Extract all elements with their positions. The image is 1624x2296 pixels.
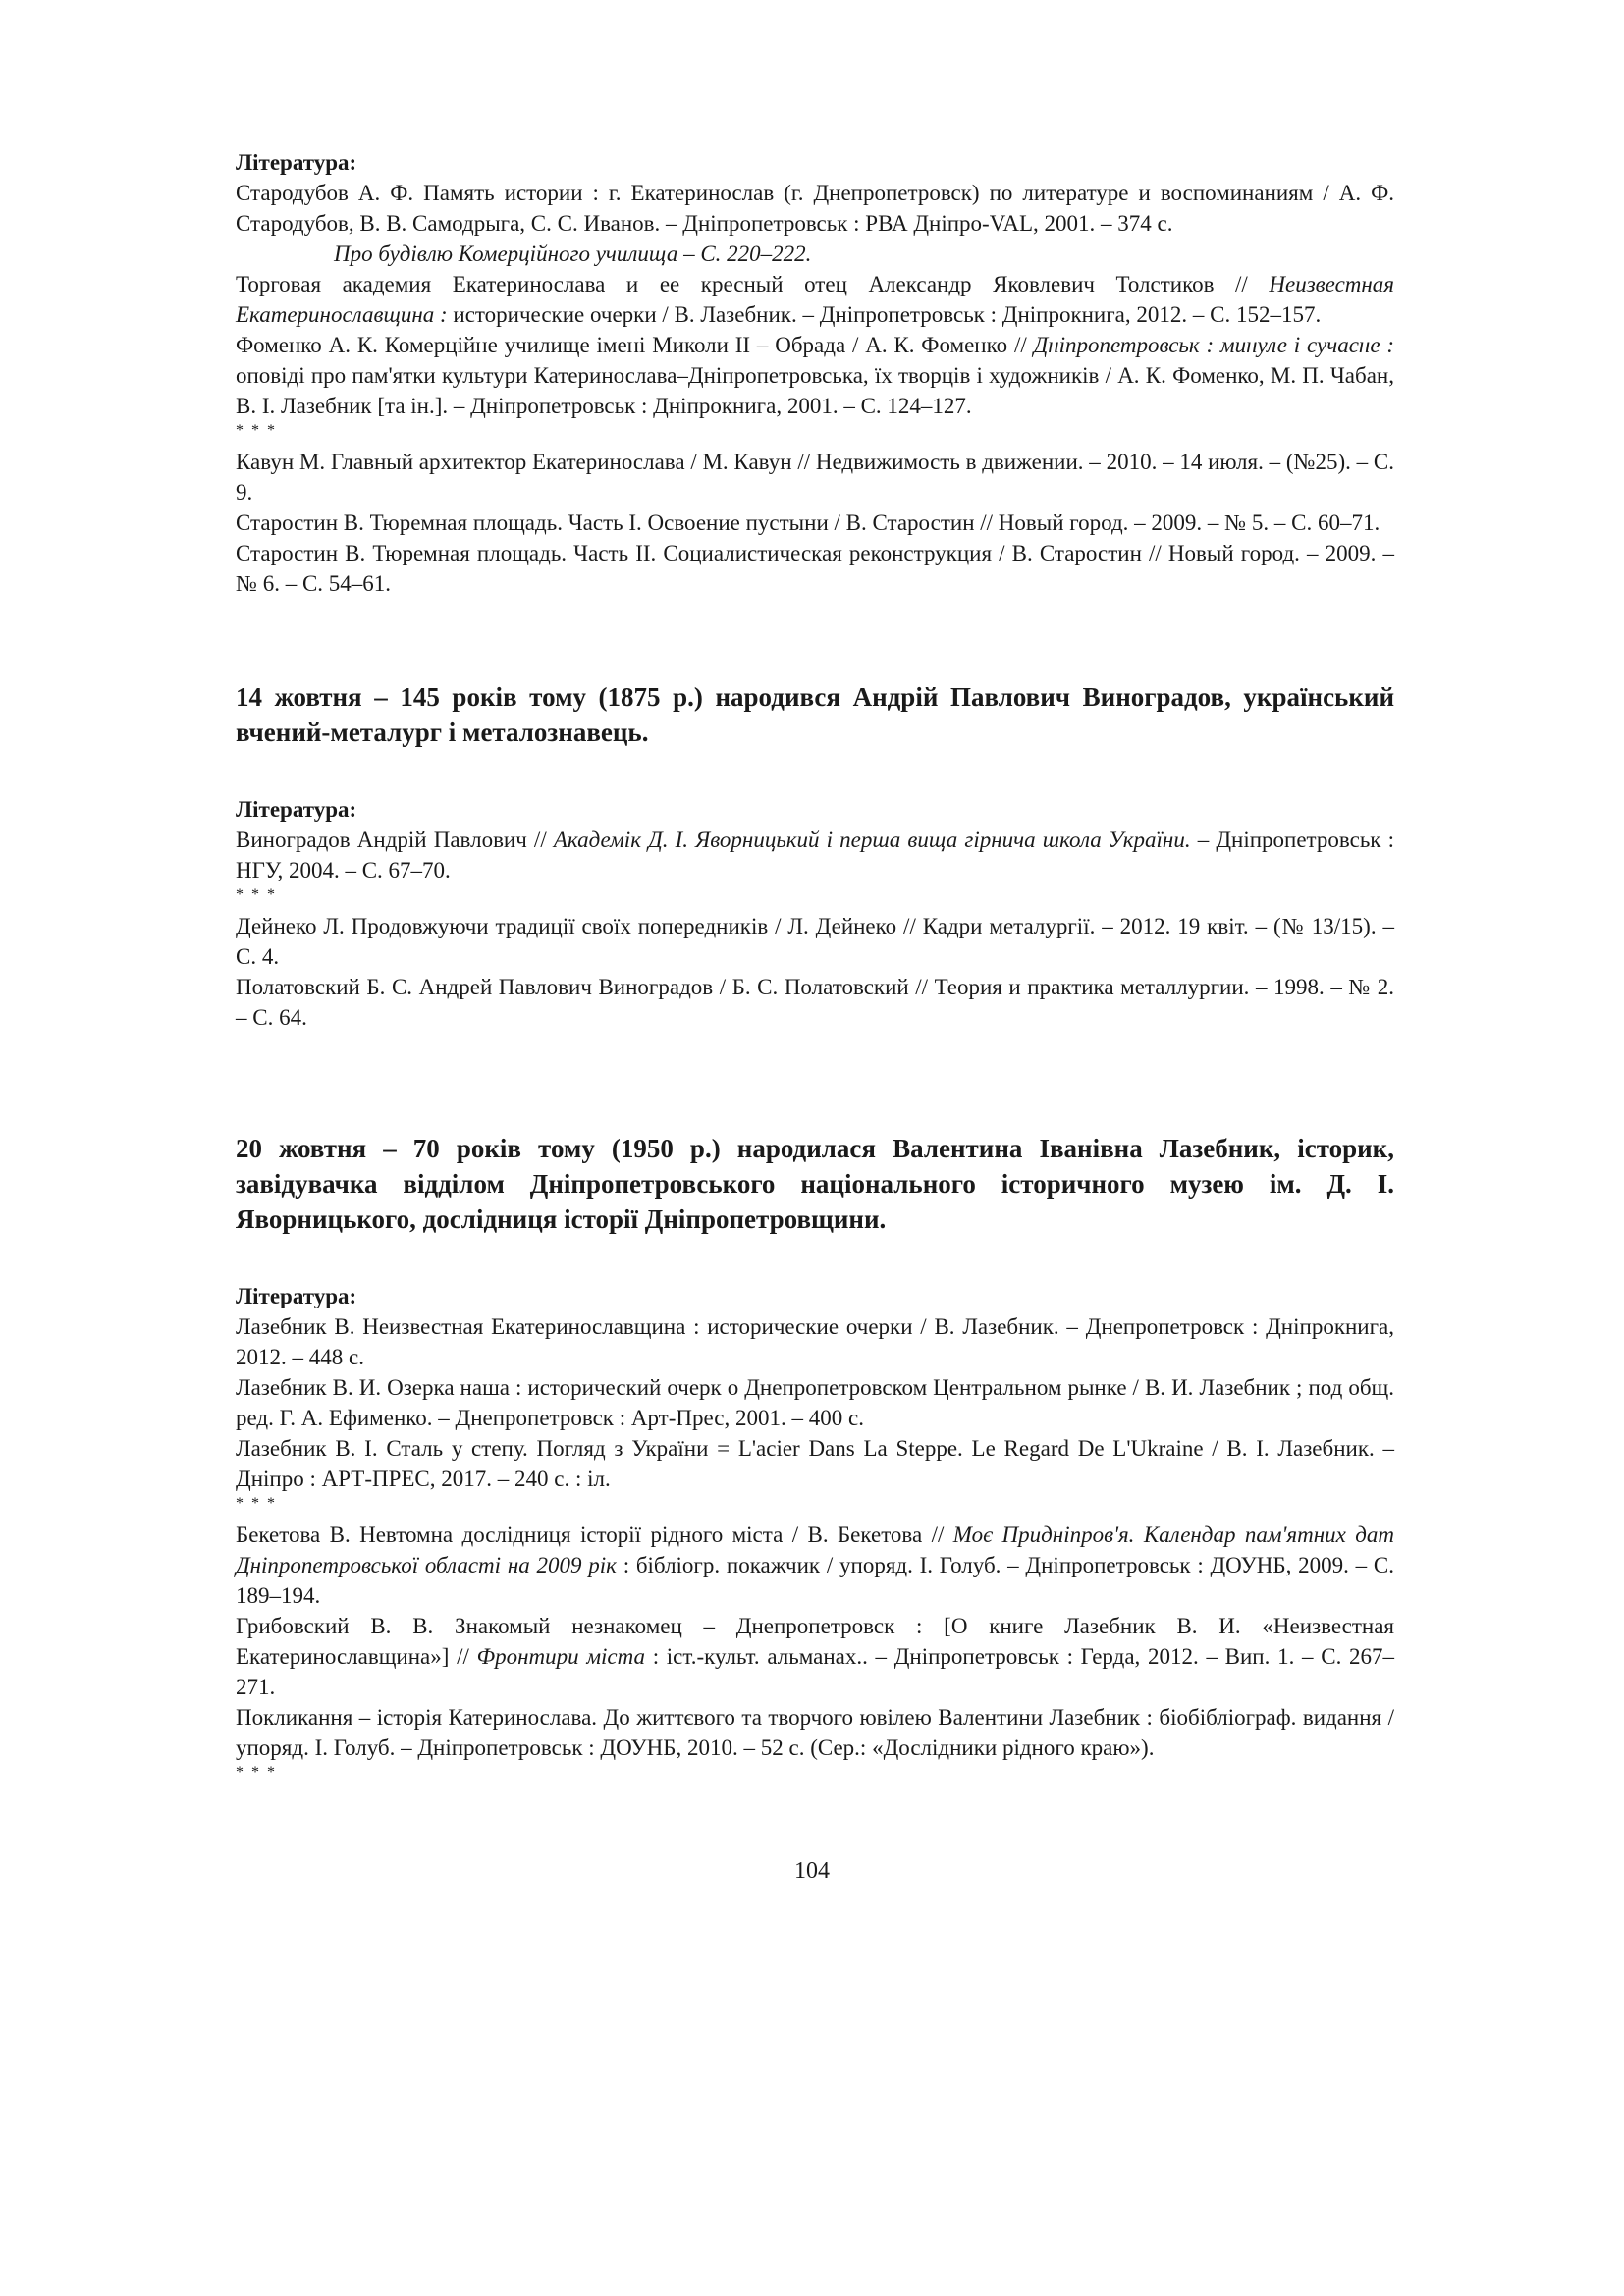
separator-stars: * * *: [236, 422, 277, 439]
literature-block-2: [236, 679, 1394, 1033]
entry-italic: Дніпропетровськ : минуле і сучасне :: [1033, 333, 1395, 357]
bib-entry: [236, 330, 1394, 421]
bib-entry: Лазебник В. И. Озерка наша : исторический очерк о Днепропетровском Центральном рынке / В. И. Лазебник ; под общ. ред. Г. А. Ефименко. – Днепропетровск : Арт-Прес, 2001. – 400 с.: [236, 1375, 1394, 1430]
literature-label: Література:: [236, 150, 357, 175]
page-content: [236, 147, 1394, 1789]
bib-entry: Стародубов А. Ф. Память истории : г. Екатеринослав (г. Днепропетровск) по литературе и воспоминаниям / А. Ф. Стародубов, В. В. Самодрыга, С. С. Иванов. – Дніпропетровськ : РВА Дніпро-VAL, 2001. – 374 с.: [236, 181, 1394, 236]
bib-entry: [236, 825, 1394, 885]
bib-entry: Лазебник В. І. Сталь у степу. Погляд з України = L'acier Dans La Steppe. Le Regard De L'Ukraine / В. І. Лазебник. – Дніпро : АРТ-ПРЕС, 2017. – 240 с. : іл.: [236, 1436, 1394, 1491]
entry-text: : бібліогр. покажчик / упоряд. І. Голуб. – Дніпропетровськ : ДОУНБ, 2009. – С. 189–194.: [236, 1553, 1394, 1608]
entry-text: – Дніпропетровськ : НГУ, 2004. – С. 67–70.: [236, 828, 1394, 882]
literature-label: Література:: [236, 797, 357, 822]
bib-entry: [236, 1520, 1394, 1611]
separator-stars: * * *: [236, 886, 277, 903]
entry-text: исторические очерки / В. Лазебник. – Дніпропетровськ : Дніпрокнига, 2012. – С. 152–157.: [453, 302, 1322, 327]
entry-text: оповіді про пам'ятки культури Катеринослава–Дніпропетровська, їх творців і художників / А. К. Фоменко, М. П. Чабан, В. І. Лазебник [та ін.]. – Дніпропетровськ : Дніпрокнига, 2001. – С. 124–127.: [236, 363, 1394, 418]
section-heading: 14 жовтня – 145 років тому (1875 р.) народився Андрій Павлович Виноградов, український вчений-металург і металознавець.: [236, 682, 1394, 747]
bib-entry: [236, 269, 1394, 330]
bib-entry: Старостин В. Тюремная площадь. Часть I. Освоение пустыни / В. Старостин // Новый город. – 2009. – № 5. – С. 60–71.: [236, 510, 1380, 535]
entry-text: Торговая академия Екатеринослава и ее кресный отец Александр Яковлевич Толстиков //: [236, 272, 1248, 296]
bib-entry: Дейнеко Л. Продовжуючи традиції своїх попередників / Л. Дейнеко // Кадри металургії. – 2012. 19 квіт. – (№ 13/15). – С. 4.: [236, 914, 1394, 969]
literature-block-1: [236, 147, 1394, 599]
entry-italic: Моє Придніпров'я. Календар пам'ятних дат Дніпропетровської області на 2009 рік: [236, 1522, 1394, 1577]
separator-stars: * * *: [236, 1495, 277, 1512]
literature-label: Література:: [236, 1284, 357, 1308]
entry-text: Виноградов Андрій Павлович //: [236, 828, 547, 852]
entry-italic: Фронтири міста: [476, 1644, 645, 1669]
entry-text: Грибовский В. В. Знакомый незнакомец – Днепропетровск : [О книге Лазебник В. И. «Неизвестная Екатеринославщина»] //: [236, 1614, 1394, 1669]
bib-entry: Полатовский Б. С. Андрей Павлович Виноградов / Б. С. Полатовский // Теория и практика металлургии. – 1998. – № 2. – С. 64.: [236, 975, 1394, 1030]
section-heading: 20 жовтня – 70 років тому (1950 р.) народилася Валентина Іванівна Лазебник, історик, завідувачка відділом Дніпропетровського національного історичного музею ім. Д. І. Яворницького, дослідниця історії Дніпропетровщини.: [236, 1134, 1394, 1234]
entry-italic: Академік Д. І. Яворницький і перша вища гірнича школа України.: [553, 828, 1191, 852]
page-number: 104: [794, 1858, 830, 1884]
entry-text: : іст.-культ. альманах.. – Дніпропетровськ : Герда, 2012. – Вип. 1. – С. 267–271.: [236, 1644, 1395, 1699]
bib-entry: Старостин В. Тюремная площадь. Часть II. Социалистическая реконструкция / В. Старостин // Новый город. – 2009. – № 6. – С. 54–61.: [236, 541, 1394, 596]
entry-italic: Неизвестная Екатеринославщина :: [236, 272, 1394, 327]
separator-stars: * * *: [236, 1764, 277, 1781]
bib-entry: [236, 1611, 1394, 1702]
entry-text: Бекетова В. Невтомна дослідниця історії рідного міста / В. Бекетова //: [236, 1522, 945, 1547]
literature-block-3: [236, 1131, 1394, 1783]
bib-entry: Кавун М. Главный архитектор Екатеринослава / М. Кавун // Недвижимость в движении. – 2010. – 14 июля. – (№25). – С. 9.: [236, 450, 1394, 505]
bib-entry: Лазебник В. Неизвестная Екатеринославщина : исторические очерки / В. Лазебник. – Днепропетровск : Дніпрокнига, 2012. – 448 с.: [236, 1314, 1394, 1369]
bib-entry: Покликання – історія Катеринослава. До життєвого та творчого ювілею Валентини Лазебник : біобібліограф. видання / упоряд. І. Голуб. – Дніпропетровськ : ДОУНБ, 2010. – 52 с. (Сер.: «Дослідники рідного краю»).: [236, 1705, 1394, 1760]
bib-note: Про будівлю Комерційного училища – С. 220–222.: [334, 241, 812, 266]
entry-text: Фоменко А. К. Комерційне училище імені Миколи II – Обрада / А. К. Фоменко //: [236, 333, 1027, 357]
